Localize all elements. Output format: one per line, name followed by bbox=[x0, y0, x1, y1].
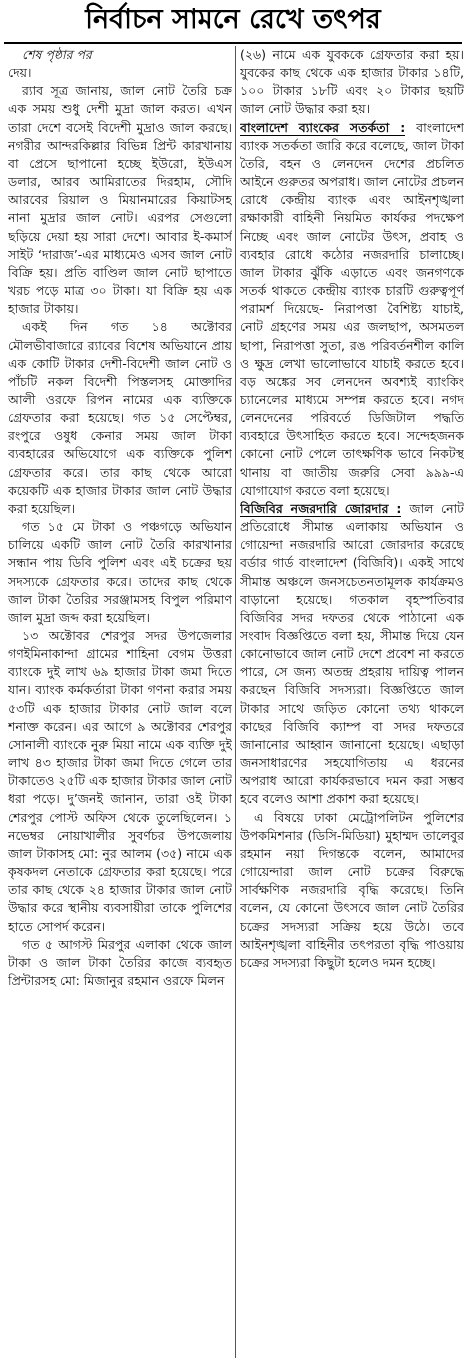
headline-rule bbox=[4, 42, 462, 44]
paragraph: (২৬) নামে এক যুবককে গ্রেফতার করা হয়। যুবকের কাছ থেকে এক হাজার টাকার ১৪টি, ১০০ টাকার ১৮টি এবং ২০ টাকার ছয়টি জাল নোট উদ্ধার করা হয়। bbox=[240, 47, 464, 117]
paragraph: গত ১৫ মে টাকা ও পঞ্চগড়ে অভিযান চালিয়ে একটি জাল নোট তৈরি কারখানার সন্ধান পায় ডিবি পুলিশ এবং এই চক্রের ছয় সদস্যকে গ্রেফতার করে। তাদের কাছ থেকে জাল টাকা তৈরির সরঞ্জামসহ বিপুল পরিমাণ জাল মুদ্রা জব্দ করা হয়েছিল। bbox=[8, 519, 232, 625]
paragraph: একই দিন গত ১৪ অক্টোবর মৌলভীবাজারে র‌্যাবের বিশেষ অভিযানে প্রায় এক কোটি টাকার দেশী-বিদেশী জাল নোট ও পাঁচটি নকল বিদেশী পিস্তলসহ মোক্তাদির আলী ওরফে রিপন নামের এক ব্যক্তিকে গ্রেফতার করা হয়েছে। গত ১৫ সেপ্টেম্বর, রংপুরে ওষুধ কেনার সময় জাল টাকা ব্যবহারের অভিযোগে এক ব্যক্তিকে পুলিশ গ্রেফতার করে। তার কাছ থেকে আরো কয়েকটি এক হাজার টাকার জাল নোট উদ্ধার করা হয়েছিল। bbox=[8, 319, 232, 516]
column-divider bbox=[235, 46, 236, 1358]
left-column bbox=[8, 46, 232, 1360]
paragraph: র‌্যাব সূত্র জানায়, জাল নোট তৈরি চক্র এক সময় শুধু দেশী মুদ্রা জাল করত। এখন তারা দেশে বসেই বিদেশী মুদ্রাও জাল করছে। নগরীর আন্দরকিল্লার বিভিন্ন প্রিন্ট কারখানায় বা প্রেসে ছাপানো হচ্ছে ইউরো, ইউএস ডলার, আরব আমিরাতের দিরহাম, সৌদি আরবের রিয়াল ও মিয়ানমারের কিয়াটসহ নানা মুদ্রার জাল নোট। এরপর সেগুলো ছড়িয়ে দেয়া হয় সারা দেশে। আবার ই-কমার্স সাইট ‘দারাজ’-এর মাধ্যমেও এসব জাল নোট বিক্রি হয়। প্রতি বাণ্ডিল জাল নোট ছাপাতে খরচ পড়ে মাত্র ৩০ টাকা। যা বিক্রি হয় এক হাজার টাকায়। bbox=[8, 83, 232, 317]
paragraph: জাল নোট প্রতিরোধে সীমান্ত এলাকায় অভিযান ও গোয়েন্দা নজরদারি আরো জোরদার করেছে বর্ডার গার্ড বাংলাদেশ (বিজিবি)। একই সাথে সীমান্ত অঞ্চলে জনসচেতনতামূলক কার্যক্রমও বাড়ানো হয়েছে। গতকাল বৃহস্পতিবার বিজিবির সদর দফতর থেকে পাঠানো এক সংবাদ বিজ্ঞপ্তিতে বলা হয়, সীমান্ত দিয়ে যেন কোনোভাবে জাল নোট দেশে প্রবেশ না করতে পারে, সে জন্য অতন্দ্র প্রহরায় দায়িত্ব পালন করছেন বিজিবি সদস্যরা। বিজ্ঞপ্তিতে জাল টাকার সাথে জড়িত কোনো তথ্য থাকলে কাছের বিজিবি ক্যাম্প বা সদর দফতরে জানানোর আহ্বান জানানো হয়েছে। এছাড়া জনসাধারণের সহযোগিতায় এ ধরনের অপরাধ আরো কার্যকরভাবে দমন করা সম্ভব হবে বলেও আশা প্রকাশ করা হয়েছে। bbox=[240, 500, 464, 807]
headline: নির্বাচন সামনে রেখে তৎপর bbox=[85, 4, 381, 35]
right-column bbox=[240, 46, 464, 1360]
section-bangladesh-bank bbox=[240, 119, 464, 500]
paragraph: এ বিষয়ে ঢাকা মেট্রোপলিটন পুলিশের উপকমিশনার (ডিসি-মিডিয়া) মুহাম্মদ তালেবুর রহমান নয়া দিগন্তকে বলেন, আমাদের গোয়েন্দারা জাল নোট চক্রের বিরুদ্ধে সার্বক্ষণিক নজরদারি বৃদ্ধি করেছে। তিনি বলেন, যে কোনো উৎসবে জাল নোট তৈরির চক্রের সদস্যরা সক্রিয় হয়ে উঠে। তবে আইনশৃঙ্খলা বাহিনীর তৎপরতা বৃদ্ধি পাওয়ায় চক্রের সদস্যরা কিছুটা হলেও দমন হচ্ছে। bbox=[240, 809, 464, 970]
paragraph: দেয়। bbox=[8, 65, 32, 81]
subheading: বাংলাদেশ ব্যাংকের সতর্কতা : bbox=[240, 119, 406, 135]
jump-line: শেষ পৃষ্ঠার পর bbox=[22, 47, 92, 62]
section-bgb bbox=[240, 500, 464, 809]
paragraph: বাংলাদেশ ব্যাংক সতর্কতা জারি করে বলেছে, জাল টাকা তৈরি, বহন ও লেনদেন দেশের প্রচলিত আইনে গুরুতর অপরাধ। জাল নোটের প্রচলন রোধে কেন্দ্রীয় ব্যাংক এবং আইনশৃঙ্খলা রক্ষাকারী বাহিনী নিয়মিত কার্যকর পদক্ষেপ নিচ্ছে এবং জাল নোটের উৎস, প্রবাহ ও ব্যবহার রোধে কঠোর নজরদারি চালাচ্ছে। জাল টাকার ঝুঁকি এড়াতে এবং জনগণকে সতর্ক থাকতে কেন্দ্রীয় ব্যাংক চারটি গুরুত্বপূর্ণ পরামর্শ দিয়েছে- নিরাপত্তা বৈশিষ্ট্য যাচাই, নোট গ্রহণের সময় এর জলছাপ, অসমতল ছাপা, নিরাপত্তা সুতা, রঙ পরিবর্তনশীল কালি ও ক্ষুদ্র লেখা ভালোভাবে যাচাই করতে হবে। বড় অঙ্কের সব লেনদেন অবশ্যই ব্যাংকিং চ্যানেলের মাধ্যমে সম্পন্ন করতে হবে। নগদ লেনদেনের পরিবর্তে ডিজিটাল পদ্ধতি ব্যবহারে উৎসাহিত করতে হবে। সন্দেহজনক কোনো নোট পেলে তাৎক্ষণিক ভাবে নিকটস্থ থানায় বা জাতীয় জরুরি সেবা ৯৯৯-এ যোগাযোগ করতে বলা হয়েছে। bbox=[240, 119, 464, 498]
paragraph: ১৩ অক্টোবর শেরপুর সদর উপজেলার গণইমিনাকান্দা গ্রামের শাহিনা বেগম উত্তরা ব্যাংকে দুই লাখ ৬৯ হাজার টাকা জমা দিতে যান। ব্যাংক কর্মকর্তারা টাকা গণনা করার সময় ৫৩টি এক হাজার টাকার নোট জাল বলে শনাক্ত করেন। এর আগে ৯ অক্টোবর শেরপুর সোনালী ব্যাংকে নুরু মিয়া নামে এক ব্যক্তি দুই লাখ ৪৩ হাজার টাকা জমা দিতে গেলে তার টাকাতেও ২৫টি এক হাজার টাকার জাল নোট ধরা পড়ে। দু’জনই জানান, তারা ওই টাকা শেরপুর পোস্ট অফিস থেকে তুলেছিলেন। ১ নভেম্বর নোয়াখালীর সুবর্ণচর উপজেলায় জাল টাকাসহ মো: নুর আলম (৩৫) নামে এক কৃষকদল নেতাকে গ্রেফতার করা হয়েছে। পরে তার কাছ থেকে ২৪ হাজার টাকার জাল নোট উদ্ধার করে স্থানীয় ব্যবসায়ীরা তাকে পুলিশের হাতে সোপর্দ করেন। bbox=[8, 628, 232, 934]
paragraph: গত ৫ আগস্ট মিরপুর এলাকা থেকে জাল টাকা ও জাল টাকা তৈরির কাজে ব্যবহৃত প্রিন্টারসহ মো: মিজানুর রহমান ওরফে মিলন bbox=[8, 936, 232, 988]
subheading: বিজিবির নজরদারি জোরদার : bbox=[240, 500, 402, 516]
